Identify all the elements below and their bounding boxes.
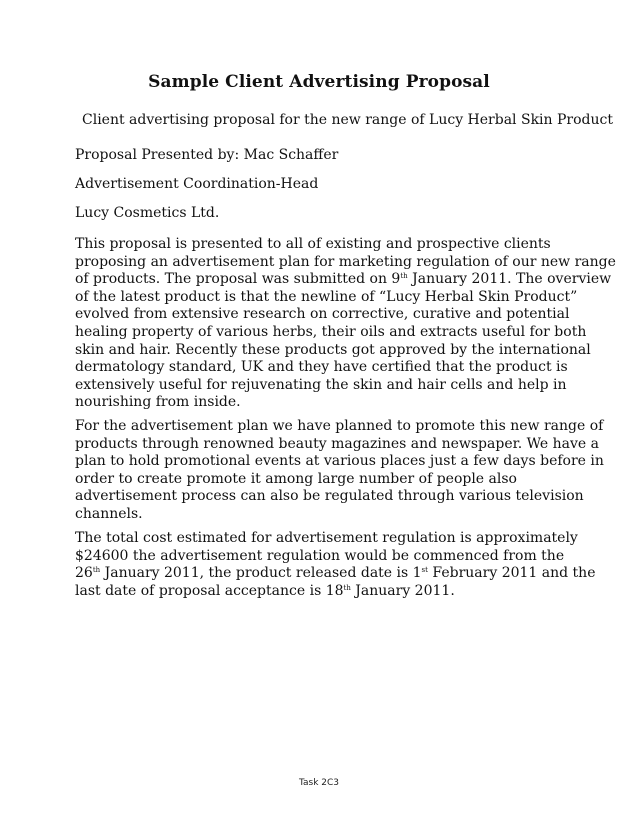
text-run: last date of proposal acceptance is 18 (75, 582, 344, 599)
document-title: Sample Client Advertising Proposal (148, 72, 490, 92)
paragraph-line: The total cost estimated for advertisement regulation is approximately (75, 530, 578, 546)
paragraph-line: skin and hair. Recently these products got approved by the international (75, 341, 591, 358)
text-run: January 2011. (350, 582, 455, 599)
paragraph-line (75, 565, 596, 583)
text-run: of products. The proposal was submitted on 9 (75, 271, 401, 288)
paragraph-line (75, 271, 612, 289)
text-run: February 2011 and the (427, 565, 596, 582)
ordinal-suffix: th (92, 566, 101, 575)
paragraph-line: This proposal is presented to all of existing and prospective clients (75, 236, 551, 252)
paragraph-line: advertisement process can also be regulated through various television (75, 488, 584, 505)
paragraph-advertisement-plan (75, 418, 604, 524)
presenter-line: Proposal Presented by: Mac Schaffer (75, 147, 339, 163)
paragraph-introduction (75, 236, 616, 412)
page-footer: Task 2C3 (298, 778, 340, 788)
paragraph-line: dermatology standard, UK and they have certified that the product is (75, 359, 568, 376)
paragraph-cost-and-dates (75, 530, 596, 600)
paragraph-line: healing property of various herbs, their oils and extracts useful for both (75, 323, 587, 340)
ordinal-suffix: th (400, 272, 408, 281)
text-run: 26 (75, 565, 93, 582)
paragraph-line: order to create promote it among large number of people also (75, 470, 517, 487)
document-subtitle: Client advertising proposal for the new range of Lucy Herbal Skin Product (82, 112, 613, 128)
paragraph-line: $24600 the advertisement regulation would be commenced from the (75, 547, 565, 564)
company-line: Lucy Cosmetics Ltd. (75, 205, 220, 221)
role-line: Advertisement Coordination-Head (75, 176, 319, 192)
paragraph-line: proposing an advertisement plan for marketing regulation of our new range (75, 253, 616, 270)
text-run: January 2011. The overview (407, 271, 612, 288)
paragraph-line (75, 583, 555, 601)
paragraph-line: nourishing from inside. (75, 394, 241, 411)
ordinal-suffix: st (421, 566, 428, 575)
text-run: January 2011, the product released date is 1 (100, 565, 422, 582)
paragraph-line: extensively useful for rejuvenating the skin and hair cells and help in (75, 376, 567, 393)
ordinal-suffix: th (343, 583, 351, 592)
paragraph-line: For the advertisement plan we have planned to promote this new range of (75, 418, 604, 434)
paragraph-line: of the latest product is that the newline of “Lucy Herbal Skin Product” (75, 288, 578, 305)
paragraph-line: evolved from extensive research on corrective, curative and potential (75, 306, 570, 323)
paragraph-line: channels. (75, 505, 143, 522)
paragraph-line: plan to hold promotional events at various places just a few days before in (75, 453, 604, 470)
paragraph-line: products through renowned beauty magazines and newspaper. We have a (75, 435, 600, 452)
